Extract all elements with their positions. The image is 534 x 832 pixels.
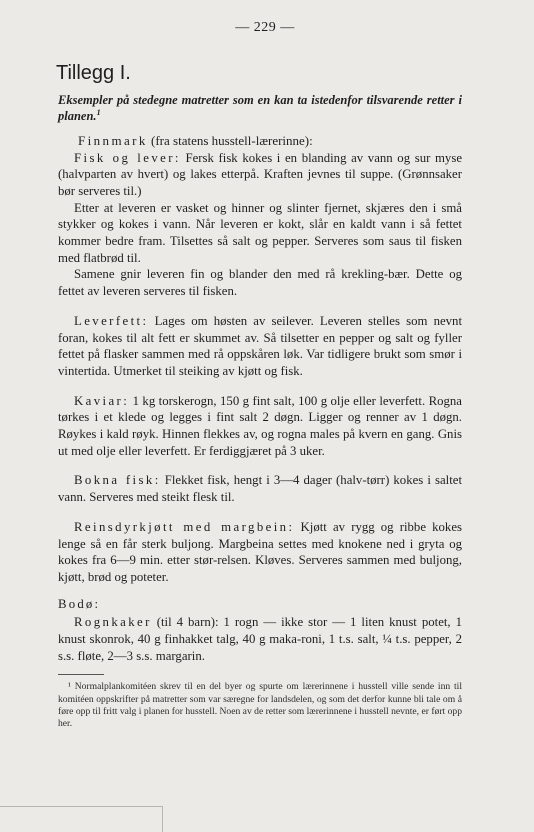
footnote-divider — [58, 674, 104, 675]
recipe-reinsdyrkjott — [58, 519, 462, 586]
recipe-text: 1 kg torskerogn, 150 g fint salt, 100 g olje eller leverfett. Rogna tørkes i et klede og legges i fint salt 2 døgn. Ligger og renner av 1 døgn. Røykes i kald røyk. Hinnen flekkes av, og rogna males på kvern en gang. Gnis ut med olje eller leverfett. Er ferdiggjæret på 3 uker. — [58, 393, 462, 458]
section-title: Tillegg I. — [56, 62, 131, 84]
recipe-text: Lages om høsten av seilever. Leveren stelles som nevnt foran, kokes til alt fett er skummet av. Så tilsetter en pepper og salt og fyller fettet på flasker sammen med rå oppskåren løk. Var tidligere brukt som smør i vintertida. Utmerket til steiking av kjøtt og fisk. — [58, 313, 462, 378]
recipe-title: Reinsdyrkjøtt med margbein: — [74, 519, 295, 534]
scan-edge-mark — [0, 806, 163, 832]
recipe-title: Leverfett: — [74, 313, 149, 328]
intro-heading — [58, 92, 462, 124]
recipe-leverfett — [58, 313, 462, 380]
recipe-paragraph: Samene gnir leveren fin og blander den med rå krekling-bær. Dette og fettet av leveren serveres til fisken. — [58, 267, 462, 299]
recipe-text: Fersk fisk kokes i en blanding av vann og sur myse (halvparten av hvert) og lakes etterpå. Kraften jevnes til suppe. (Grønnsaker bør serveres til.) — [58, 150, 462, 198]
document-page — [58, 20, 462, 730]
intro-text: Eksempler på stedegne matretter som en kan ta istedenfor tilsvarende retter i planen. — [58, 93, 462, 123]
subregion-heading: Bodø: — [58, 596, 101, 611]
footnote: ¹ Normalplankomitéen skrev til en del byer og spurte om lærerinnene i husstell ville sende inn til komitéen oppskrifter på matretter som var særegne for landsdelen, og som det derfor kunne bli tale om å føre opp til fritt valg i planen for husstell. Noen av de retter som lærerinnene i husstell nevnte, er ført opp her. — [58, 681, 462, 730]
recipe-paragraph: Etter at leveren er vasket og hinner og slinter fjernet, skjæres den i små stykker og kokes i vann. Når leveren er kokt, slår en kaldt vann i så fettet kommer bedre fram. Tilsettes så salt og pepper. Serveres som saus til fisken med flatbrød til. — [58, 200, 462, 265]
recipe-title: Bokna fisk: — [74, 473, 161, 488]
recipe-text: (til 4 barn): 1 rogn — ikke stor — 1 liten knust potet, 1 knust skonrok, 40 g finhakket talg, 40 g maka-roni, 1 t.s. salt, ¼ t.s. pepper, 2 s.s. fløte, 2—3 s.s. margarin. — [58, 615, 462, 663]
recipe-title: Fisk og lever: — [74, 150, 181, 165]
recipe-title: Rognkaker — [74, 615, 152, 630]
recipe-fisk-og-lever — [58, 150, 462, 300]
recipe-rognkaker — [58, 614, 462, 664]
region-heading — [78, 133, 462, 150]
recipe-text: Flekket fisk, hengt i 3—4 dager (halv-tørr) kokes i saltet vann. Serveres med steikt flesk til. — [58, 473, 462, 505]
recipe-kaviar — [58, 393, 462, 460]
recipe-title: Kaviar: — [74, 393, 130, 408]
region-note: (fra statens husstell-lærerinne): — [147, 133, 313, 148]
page-number: — 229 — — [235, 20, 295, 35]
region-name: Finnmark — [78, 133, 148, 148]
footnote-ref: 1 — [96, 107, 101, 117]
recipe-bokna-fisk — [58, 472, 462, 505]
recipe-text: Kjøtt av rygg og ribbe kokes lenge så en får sterk buljong. Margbeina settes med knokene ned i gryta og kokes fra 6—9 min. etter stør-relsen. Kløves. Serveres sammen med buljong, kjøtt, brød og poteter. — [58, 519, 462, 584]
